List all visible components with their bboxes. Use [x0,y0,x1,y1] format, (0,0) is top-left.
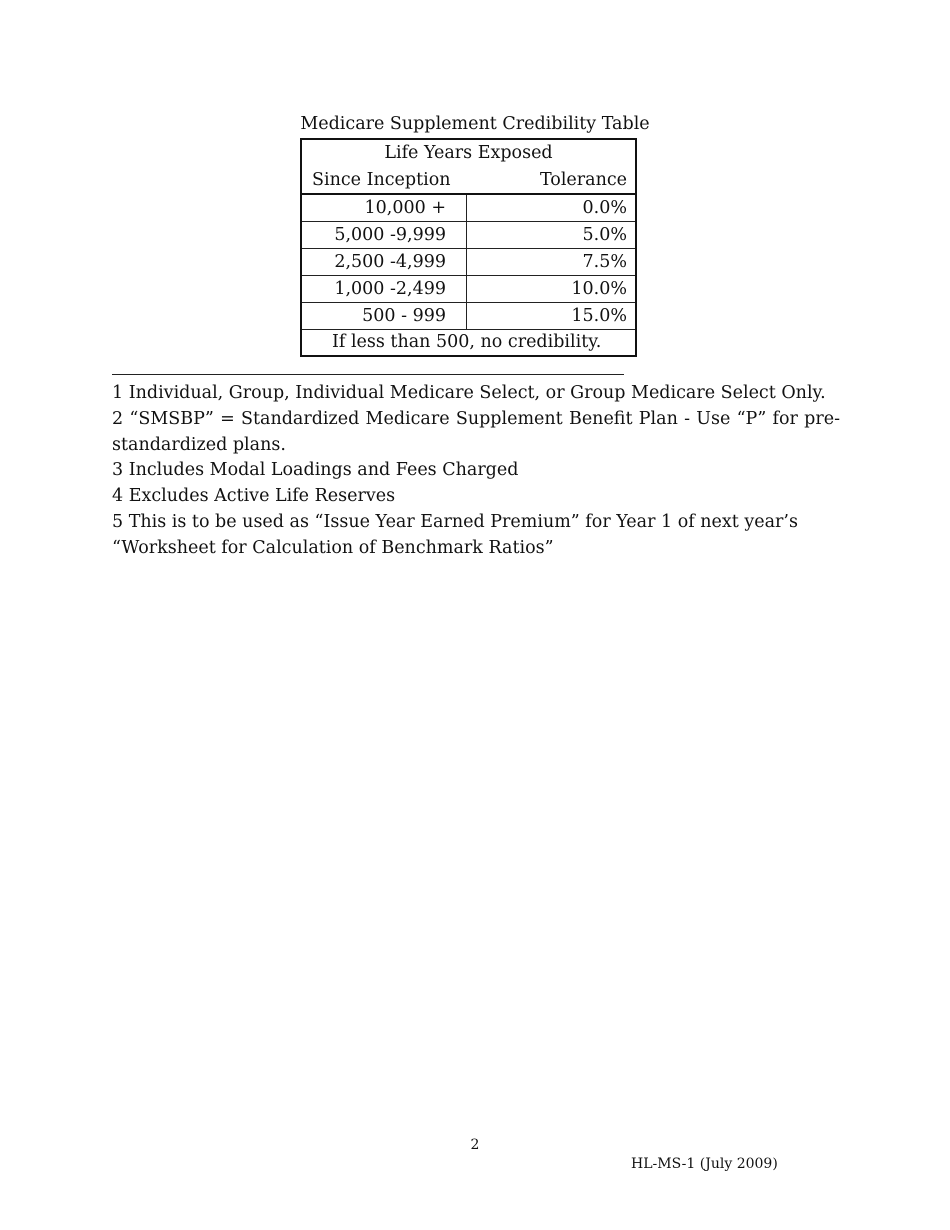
table-row [302,249,635,276]
table-row [302,303,635,330]
footnote-5: 5 This is to be used as “Issue Year Earned Premium” for Year 1 of next year’s “Worksheet for Calculation of Benchmark Ratios” [112,511,798,558]
tolerance-cell: 10.0% [571,279,627,299]
life-years-cell: 5,000 -9,999 [302,222,467,248]
form-identifier: HL-MS-1 (July 2009) [631,1156,778,1172]
life-years-cell: 500 - 999 [302,303,467,329]
footnote-1: 1 Individual, Group, Individual Medicare Select, or Group Medicare Select Only. [112,383,826,403]
table-row [302,195,635,222]
life-years-cell: 2,500 -4,999 [302,249,467,275]
column-header-since-inception: Since Inception [312,169,451,190]
table-title: Medicare Supplement Credibility Table [300,114,650,134]
footnote-2: 2 “SMSBP” = Standardized Medicare Supplement Benefit Plan - Use “P” for pre-standardized plans. [112,408,840,455]
table-footer-note: If less than 500, no credibility. [332,332,602,352]
footnote-3: 3 Includes Modal Loadings and Fees Charged [112,460,519,481]
footnote-4: 4 Excludes Active Life Reserves [112,486,396,507]
tolerance-cell: 7.5% [582,252,627,272]
footnote-divider [112,374,624,375]
page-number: 2 [470,1137,480,1153]
credibility-table [300,138,637,357]
table-row [302,222,635,249]
tolerance-cell: 0.0% [582,198,627,218]
life-years-cell: 10,000 + [302,195,467,221]
table-header-life-years-exposed: Life Years Exposed [384,143,553,163]
column-header-tolerance: Tolerance [539,169,627,190]
table-header-row [302,166,635,195]
table-row [302,276,635,303]
tolerance-cell: 15.0% [571,306,627,326]
footnotes [112,381,840,562]
life-years-cell: 1,000 -2,499 [302,276,467,302]
tolerance-cell: 5.0% [582,225,627,245]
